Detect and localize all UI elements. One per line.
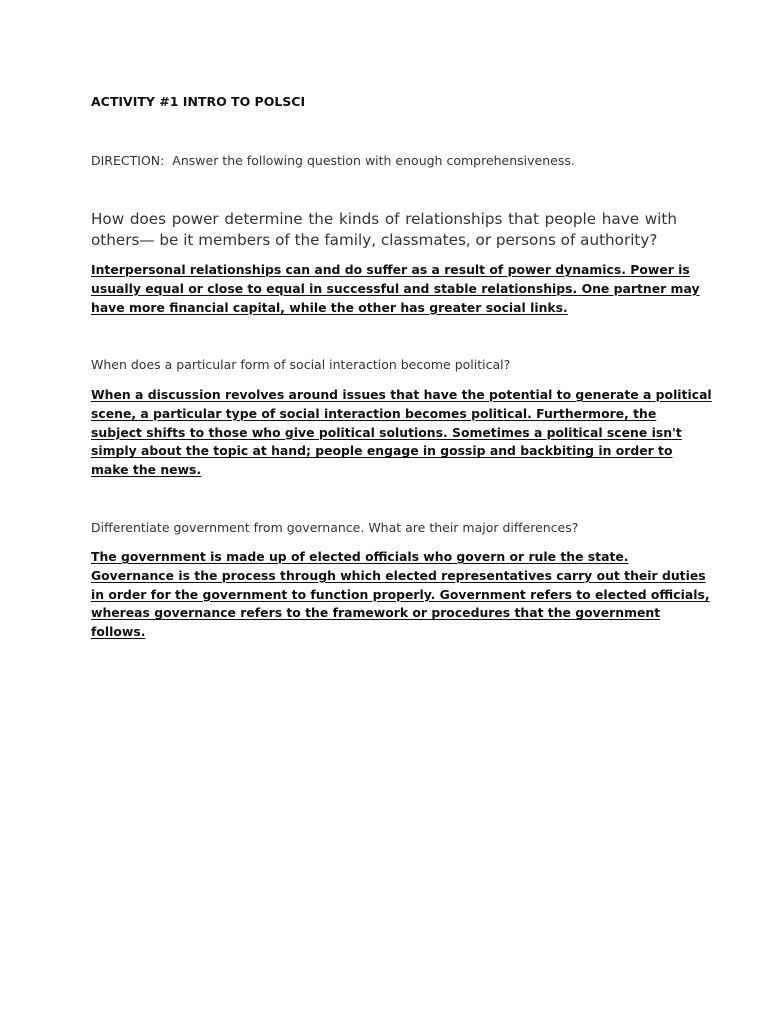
answer-line: When a discussion revolves around issues that have the potential to generate a political [91,387,712,402]
answer-line: subject shifts to those who give political solutions. Sometimes a political scene isn't [91,424,682,440]
answer-2 [91,386,712,480]
answer-line: simply about the topic at hand; people engage in gossip and backbiting in order to [91,443,673,459]
question-3: Differentiate government from governance. What are their major differences? [91,520,579,535]
document-title: ACTIVITY #1 INTRO TO POLSCI [91,94,306,109]
answer-line: usually equal or close to equal in successful and stable relationships. One partner may [91,280,700,296]
answer-line: scene, a particular type of social interaction becomes political. Furthermore, the [91,405,657,421]
answer-line: make the news. [91,462,202,478]
question-1: How does power determine the kinds of relationships that people have with others— be it members of the family, classmates, or persons of authority? [91,210,677,249]
answer-line: follows. [91,624,146,640]
answer-1 [91,261,700,317]
answer-line: Governance is the process through which elected representatives carry out their duties [91,567,706,583]
answer-line: have more financial capital, while the other has greater social links. [91,299,568,315]
answer-line: in order for the government to function properly. Government refers to elected officials, [91,586,710,602]
answer-3 [91,548,710,642]
answer-line: whereas governance refers to the framework or procedures that the government [91,605,661,621]
answer-line: Interpersonal relationships can and do suffer as a result of power dynamics. Power is [91,262,690,277]
question-2: When does a particular form of social interaction become political? [91,357,511,372]
direction-text: DIRECTION: Answer the following question with enough comprehensiveness. [91,153,575,168]
answer-line: The government is made up of elected officials who govern or rule the state. [91,549,629,564]
